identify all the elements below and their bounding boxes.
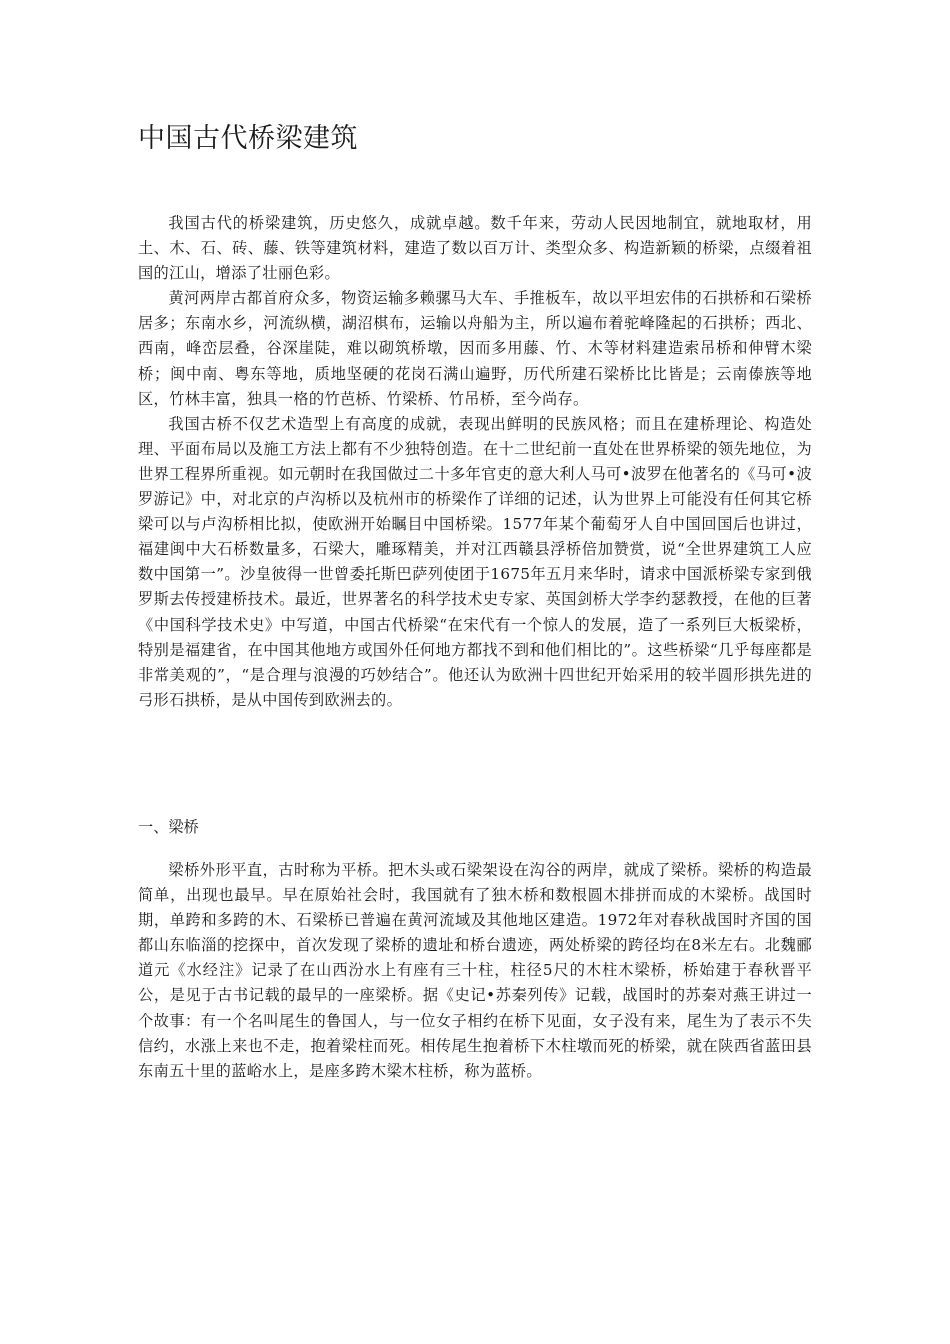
section-heading-beam-bridge: 一、梁桥 <box>138 818 199 836</box>
section-paragraph-1: 梁桥外形平直，古时称为平桥。把木头或石梁架设在沟谷的两岸，就成了梁桥。梁桥的构造最简单，出现也最早。早在原始社会时，我国就有了独木桥和数根圆木排拼而成的木梁桥。战国时期，单跨和多跨的木、石梁桥已普遍在黄河流域及其他地区建造。1972年对春秋战国时齐国的国都山东临淄的挖探中，首次发现了梁桥的遗址和桥台遗迹，两处桥梁的跨径均在8米左右。北魏郦道元《水经注》记录了在山西汾水上有座有三十柱，柱径5尺的木柱木梁桥，桥始建于春秋晋平公，是见于古书记载的最早的一座梁桥。据《史记•苏秦列传》记载，战国时的苏秦对燕王讲过一个故事：有一个名叫尾生的鲁国人，与一位女子相约在桥下见面，女子没有来，尾生为了表示不失信约，水涨上来也不走，抱着梁柱而死。相传尾生抱着桥下木柱墩而死的桥梁，就在陕西省蓝田县东南五十里的蓝峪水上，是座多跨木梁木柱桥，称为蓝桥。 <box>138 861 812 1080</box>
section-beam-bridge-body <box>138 858 812 1084</box>
intro-paragraph-2: 黄河两岸古都首府众多，物资运输多赖骡马大车、手推板车，故以平坦宏伟的石拱桥和石梁桥居多；东南水乡，河流纵横，湖沼棋布，运输以舟船为主，所以遍布着驼峰隆起的石拱桥；西北、西南，峰峦层叠，谷深崖陡，难以砌筑桥墩，因而多用藤、竹、木等材料建造索吊桥和伸臂木梁桥；闽中南、粤东等地，质地坚硬的花岗石满山遍野，历代所建石梁桥比比皆是；云南傣族等地区，竹林丰富，独具一格的竹芭桥、竹梁桥、竹吊桥，至今尚存。 <box>138 289 812 408</box>
document-title: 中国古代桥梁建筑 <box>138 123 358 154</box>
intro-paragraph-1: 我国古代的桥梁建筑，历史悠久，成就卓越。数千年来，劳动人民因地制宜，就地取材，用土、木、石、砖、藤、铁等建筑材料，建造了数以百万计、类型众多、构造新颖的桥梁，点缀着祖国的江山，增添了壮丽色彩。 <box>138 214 812 283</box>
intro-section <box>138 211 812 713</box>
intro-paragraph-3: 我国古桥不仅艺术造型上有高度的成就，表现出鲜明的民族风格；而且在建桥理论、构造处理、平面布局以及施工方法上都有不少独特创造。在十二世纪前一直处在世界桥梁的领先地位，为世界工程界所重视。如元朝时在我国做过二十多年官吏的意大利人马可•波罗在他著名的《马可•波罗游记》中，对北京的卢沟桥以及杭州市的桥梁作了详细的记述，认为世界上可能没有任何其它桥梁可以与卢沟桥相比拟，使欧洲开始瞩目中国桥梁。1577年某个葡萄牙人自中国回国后也讲过，福建闽中大石桥数量多，石梁大，雕琢精美，并对江西赣县浮桥倍加赞赏，说“全世界建筑工人应数中国第一”。沙皇彼得一世曾委托斯巴萨列使团于1675年五月来华时，请求中国派桥梁专家到俄罗斯去传授建桥技术。最近，世界著名的科学技术史专家、英国剑桥大学李约瑟教授，在他的巨著《中国科学技术史》中写道，中国古代桥梁“在宋代有一个惊人的发展，造了一系列巨大板梁桥，特别是福建省，在中国其他地方或国外任何地方都找不到和他们相比的”。这些桥梁“几乎每座都是非常美观的”，“是合理与浪漫的巧妙结合”。他还认为欧洲十四世纪开始采用的较半圆形拱先进的弓形石拱桥，是从中国传到欧洲去的。 <box>138 414 812 709</box>
